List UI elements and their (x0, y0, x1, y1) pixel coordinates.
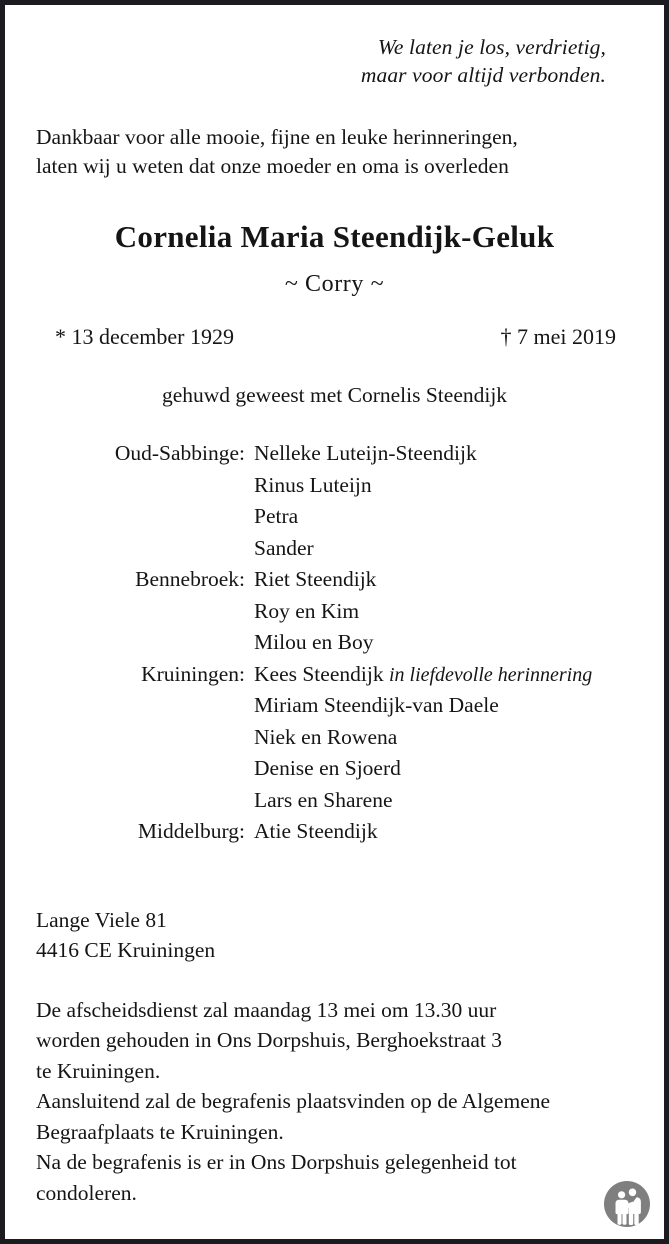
death-date: † 7 mei 2019 (500, 324, 616, 349)
epigraph (31, 5, 638, 89)
obituary-content (5, 5, 664, 1239)
service-line-7: condoleren. (36, 1180, 137, 1205)
intro-line-1: Dankbaar voor alle mooie, fijne en leuke herinneringen, (36, 125, 518, 149)
two-embracing-figures-icon (602, 1179, 652, 1229)
family-row (31, 470, 638, 502)
service-line-4: Aansluitend zal de begrafenis plaatsvinden op de Algemene (36, 1089, 551, 1113)
family-row (31, 438, 638, 470)
family-name: Nelleke Luteijn-Steendijk (254, 441, 477, 465)
deceased-full-name: Cornelia Maria Steendijk-Geluk (114, 219, 555, 254)
epigraph-line-2: maar voor altijd verbonden. (360, 63, 606, 87)
family-name: Milou en Boy (254, 630, 374, 654)
spouse-line: gehuwd geweest met Cornelis Steendijk (161, 383, 508, 407)
intro-text (31, 89, 638, 181)
service-details (31, 995, 638, 1209)
address-street: Lange Viele 81 (36, 907, 167, 932)
family-row (31, 785, 638, 817)
epigraph-line-1: We laten je los, verdrietig, (377, 35, 606, 59)
family-row (31, 627, 638, 659)
family-place: Kruiningen: (141, 661, 245, 686)
family-row (31, 753, 638, 785)
family-row (31, 596, 638, 628)
family-list (31, 438, 638, 848)
birth-date: * 13 december 1929 (55, 324, 234, 349)
family-name: Petra (254, 504, 299, 528)
family-name: Roy en Kim (254, 598, 360, 623)
family-note: in liefdevolle herinnering (388, 663, 593, 686)
service-line-6: Na de begrafenis is er in Ons Dorpshuis gelegenheid tot (36, 1150, 517, 1174)
family-place: Middelburg: (137, 819, 245, 843)
family-name: Sander (254, 535, 314, 560)
family-place: Oud-Sabbinge: (114, 441, 245, 465)
family-name: Riet Steendijk (254, 567, 377, 591)
service-line-3: te Kruiningen. (36, 1058, 161, 1083)
deceased-nickname: ~ Corry ~ (284, 271, 385, 297)
family-name: Lars en Sharene (254, 787, 393, 812)
family-place: Bennebroek: (135, 567, 245, 591)
family-row (31, 501, 638, 533)
service-line-1: De afscheidsdienst zal maandag 13 mei om 13.30 uur (36, 997, 497, 1022)
family-row (31, 690, 638, 722)
family-name: Atie Steendijk (254, 819, 378, 843)
family-name: Denise en Sjoerd (254, 756, 401, 780)
family-name: Kees Steendijk in liefdevolle herinnering (254, 661, 593, 686)
family-row (31, 533, 638, 565)
address-block (31, 905, 638, 965)
address-city: 4416 CE Kruiningen (36, 937, 216, 962)
family-row (31, 564, 638, 596)
intro-line-2: laten wij u weten dat onze moeder en oma is overleden (36, 154, 509, 178)
family-row (31, 816, 638, 848)
family-name: Rinus Luteijn (254, 472, 372, 497)
service-line-2: worden gehouden in Ons Dorpshuis, Berghoekstraat 3 (36, 1028, 502, 1052)
family-name: Miriam Steendijk-van Daele (254, 693, 499, 717)
life-dates (31, 324, 638, 350)
family-row (31, 722, 638, 754)
family-row (31, 659, 638, 691)
service-line-5: Begraafplaats te Kruiningen. (36, 1119, 284, 1144)
family-name: Niek en Rowena (254, 724, 398, 749)
